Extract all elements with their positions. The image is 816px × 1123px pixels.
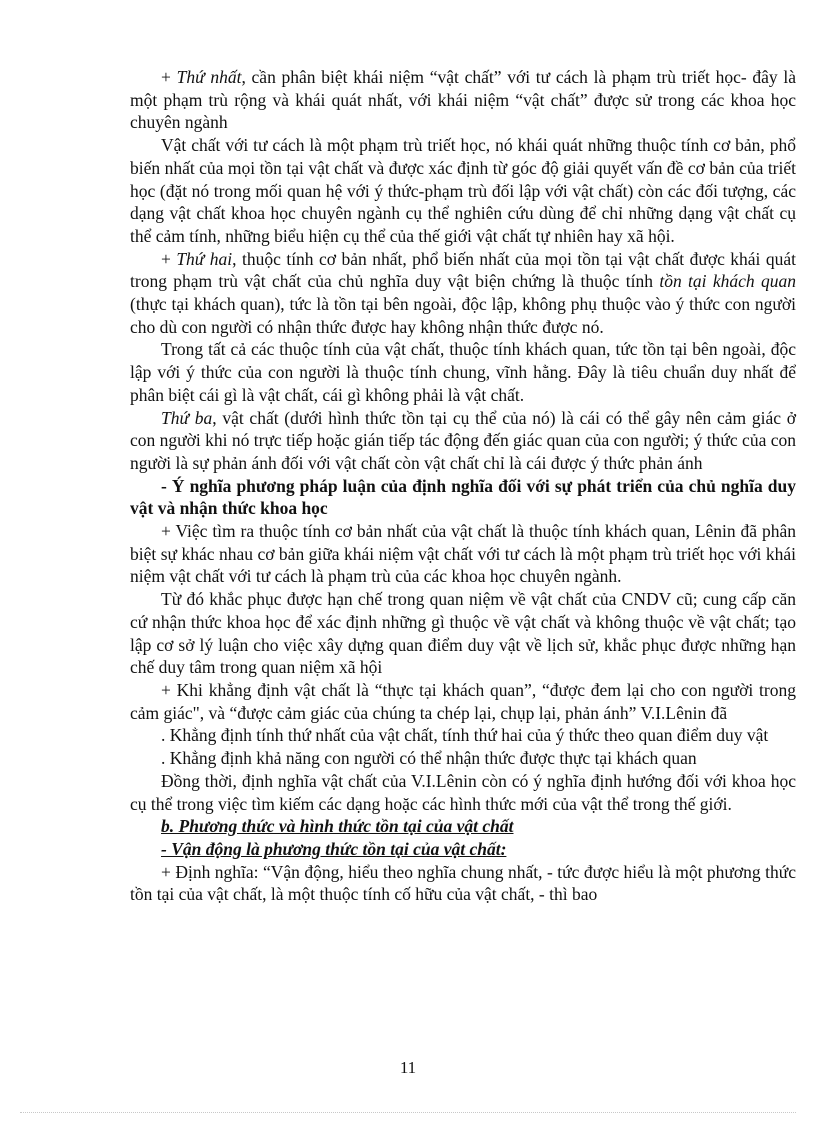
body-text: [130, 66, 796, 906]
text-segment: Thứ ba: [161, 407, 213, 428]
text-segment: . Khẳng định tính thứ nhất của vật chất, tính thứ hai của ý thức theo quan điểm duy vật: [161, 725, 769, 746]
text-segment: Từ đó khắc phục được hạn chế trong quan niệm về vật chất của CNDV cũ; cung cấp căn cứ nhận thức khoa học để xác định những gì thuộc về vật chất và không thuộc về vật chất; tạo lập cơ sở lý luận cho việc xây dựng quan điểm duy vật về lịch sử, khắc phục được những hạn chế duy tâm trong quan niệm xã hội: [130, 589, 796, 678]
text-segment: Trong tất cả các thuộc tính của vật chất, thuộc tính khách quan, tức tồn tại bên ngoài, độc lập với ý thức của con người là thuộc tính chung, vĩnh hằng. Đây là tiêu chuẩn duy nhất để phân biệt cái gì là vật chất, cái gì không phải là vật chất.: [130, 339, 796, 405]
paragraph: [130, 747, 796, 770]
page-number: 11: [399, 1058, 417, 1077]
paragraph: [130, 815, 796, 838]
paragraph: [130, 520, 796, 588]
text-segment: - Ý nghĩa phương pháp luận của định nghĩa đối với sự phát triển của chủ nghĩa duy vật và nhận thức khoa học: [130, 475, 796, 519]
paragraph: [130, 679, 796, 724]
text-segment: , thuộc tính cơ bản nhất, phổ biến nhất của mọi tồn tại vật chất được khái quát trong phạm trù vật chất của chủ nghĩa duy vật biện chứng là thuộc tính: [130, 248, 797, 292]
text-segment: (thực tại khách quan), tức là tồn tại bên ngoài, độc lập, không phụ thuộc vào ý thức con người cho dù con người có nhận thức được hay không nhận thức được nó.: [130, 294, 796, 337]
paragraph: [130, 861, 796, 906]
text-segment: - Vận động là phương thức tồn tại của vật chất:: [161, 838, 507, 859]
text-segment: Đồng thời, định nghĩa vật chất của V.I.Lênin còn có ý nghĩa định hướng đối với khoa học cụ thể trong việc tìm kiếm các dạng hoặc các hình thức mới của vật thể trong thế giới.: [130, 770, 796, 814]
text-segment: Thứ hai: [176, 248, 233, 269]
page-border-dotted: [20, 1112, 796, 1113]
text-segment: b. Phương thức và hình thức tồn tại của vật chất: [161, 816, 514, 837]
paragraph: [130, 248, 796, 339]
text-segment: + Định nghĩa: “Vận động, hiểu theo nghĩa chung nhất, - tức được hiểu là một phương thức tồn tại của vật chất, là một thuộc tính cố hữu của vật chất, - thì bao: [130, 861, 796, 905]
text-segment: Thứ nhất: [176, 67, 242, 87]
paragraph: [130, 66, 796, 134]
text-segment: +: [161, 248, 177, 269]
paragraph: [130, 407, 796, 475]
paragraph: [130, 770, 796, 815]
paragraph: [130, 475, 796, 520]
text-segment: . Khẳng định khả năng con người có thể nhận thức được thực tại khách quan: [161, 748, 697, 769]
paragraph: [130, 588, 796, 679]
paragraph: [130, 724, 796, 747]
text-segment: + Khi khẳng định vật chất là “thực tại khách quan”, “được đem lại cho con người trong cảm giác", và “được cảm giác của chúng ta chép lại, chụp lại, phản ánh” V.I.Lênin đã: [130, 679, 796, 723]
text-segment: Vật chất với tư cách là một phạm trù triết học, nó khái quát những thuộc tính cơ bản, phổ biến nhất của mọi tồn tại vật chất và được xác định từ góc độ giải quyết vấn đề cơ bản của triết học (đặt nó trong mối quan hệ với ý thức-phạm trù đối lập với vật chất) còn các đối tượng, các dạng vật chất khoa học chuyên ngành cụ thể nghiên cứu dùng để chỉ những dạng vật chất cụ thể cảm tính, những biểu hiện cụ thể của thế giới vật chất tự nhiên hay xã hội.: [130, 135, 796, 246]
text-segment: tồn tại khách quan: [659, 271, 796, 292]
text-segment: , vật chất (dưới hình thức tồn tại cụ thể của nó) là cái có thể gây nên cảm giác ở con người khi nó trực tiếp hoặc gián tiếp tác động đến giác quan của con người; ý thức của con người là sự phản ánh đối với vật chất còn vật chất chỉ là cái được ý thức phản ánh: [130, 407, 796, 473]
text-segment: + Việc tìm ra thuộc tính cơ bản nhất của vật chất là thuộc tính khách quan, Lênin đã phân biệt sự khác nhau cơ bản giữa khái niệm vật chất với tư cách là một phạm trù triết học với khái niệm vật chất với tư cách là phạm trù của các khoa học chuyên ngành.: [130, 521, 796, 587]
text-segment: +: [161, 67, 177, 87]
paragraph: [130, 338, 796, 406]
text-segment: , cần phân biệt khái niệm “vật chất” với tư cách là phạm trù triết học- đây là một phạm trù rộng và khái quát nhất, với khái niệm “vật chất” được sử trong các khoa học chuyên ngành: [130, 67, 797, 133]
paragraph: [130, 134, 796, 248]
paragraph: [130, 838, 796, 861]
